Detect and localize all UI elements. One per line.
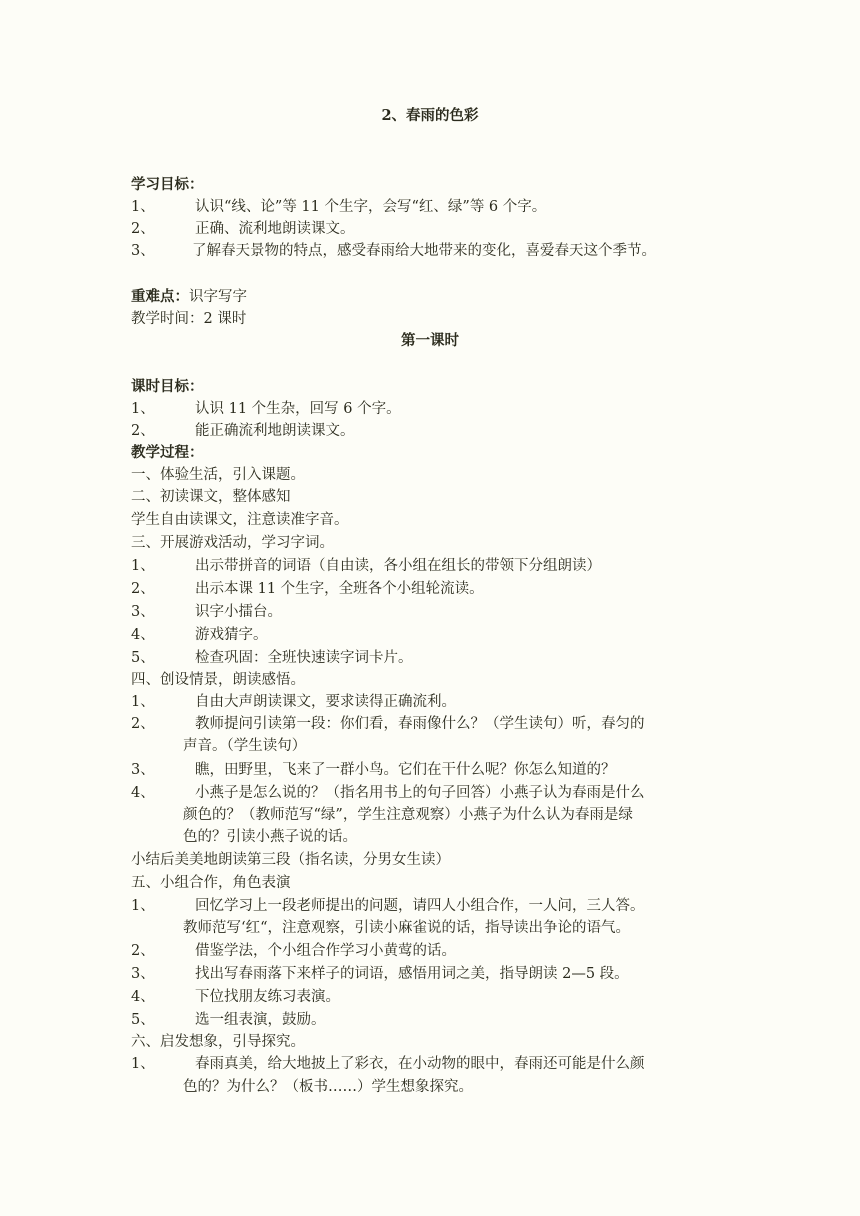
step-text: 找出写春雨落下来样子的词语，感悟用词之美，指导朗读 2—5 段。 [195, 966, 629, 982]
step-number: 3、 [131, 604, 155, 620]
step-item [131, 760, 616, 780]
step-number: 2、 [131, 581, 155, 597]
section-text: 学生自由读课文，注意读准字音。 [131, 512, 349, 528]
goal-text: 认识“线、论”等 11 个生字，会写“红、绿”等 6 个字。 [195, 199, 547, 215]
goal-item [131, 219, 355, 239]
step-text: 选一组表演，鼓励。 [195, 1012, 326, 1028]
process-heading: 教学过程： [131, 444, 204, 461]
step-number: 3、 [131, 762, 155, 778]
step-item [131, 602, 282, 622]
step-number: 1、 [131, 558, 155, 574]
section-heading: 四、创设情景，朗读感悟。 [131, 672, 305, 688]
step-item [131, 1010, 326, 1030]
step-text: 下位找朋友练习表演。 [195, 989, 340, 1005]
key-points-text: 识字写字 [189, 289, 247, 305]
step-number: 4、 [131, 627, 155, 643]
step-number: 1、 [131, 1056, 155, 1072]
step-text: 出示带拼音的词语（自由读，各小组在组长的带领下分组朗读） [195, 558, 601, 574]
goal-number: 2、 [131, 221, 155, 237]
goal-text: 正确、流利地朗读课文。 [195, 221, 355, 237]
lesson-goal-number: 1、 [131, 401, 155, 417]
lesson-goal-number: 2、 [131, 423, 155, 439]
lesson-goal-text: 认识 11 个生杂，回写 6 个字。 [195, 401, 401, 417]
step-item [131, 941, 456, 961]
step-text: 游戏猜字。 [195, 627, 268, 643]
goal-number: 1、 [131, 199, 155, 215]
document-title: 2、春雨的色彩 [381, 107, 479, 124]
step-text: 出示本课 11 个生字，全班各个小组轮流读。 [195, 581, 484, 597]
step-text: 春雨真美，给大地披上了彩衣，在小动物的眼中，春雨还可能是什么颜 [195, 1056, 645, 1072]
section-heading: 二、初读课文，整体感知 [131, 489, 291, 505]
step-number: 5、 [131, 650, 155, 666]
section-heading: 三、开展游戏活动，学习字词。 [131, 535, 334, 551]
step-item [131, 692, 456, 712]
key-points-label: 重难点： [131, 288, 189, 305]
step-item [131, 987, 340, 1007]
teaching-time: 教学时间：2 课时 [131, 311, 247, 327]
lesson-goals-heading: 课时目标： [131, 378, 204, 395]
step-text: 检查巩固：全班快速读字词卡片。 [195, 650, 413, 666]
step-item [131, 896, 645, 916]
step-number: 5、 [131, 1012, 155, 1028]
step-item [131, 964, 629, 984]
step-text: 回忆学习上一段老师提出的问题，请四人小组合作，一人问，三人答。 [195, 898, 645, 914]
goal-item [131, 197, 546, 217]
step-item [131, 625, 268, 645]
lesson-goal-text: 能正确流利地朗读课文。 [195, 423, 355, 439]
section-summary: 小结后美美地朗读第三段（指名读，分男女生读） [131, 852, 450, 868]
step-text: 自由大声朗读课文，要求读得正确流利。 [195, 694, 456, 710]
step-number: 2、 [131, 716, 155, 732]
step-text: 小燕子是怎么说的？（指名用书上的句子回答）小燕子认为春雨是什么 [195, 785, 645, 801]
key-points [131, 287, 247, 307]
step-number: 3、 [131, 966, 155, 982]
step-text: 教师提问引读第一段：你们看，春雨像什么？（学生读句）听，春匀的 [195, 716, 645, 732]
step-number: 2、 [131, 943, 155, 959]
step-text-continued: 教师范写‘红“，注意观察，引读小麻雀说的话，指导读出争论的语气。 [183, 920, 631, 936]
step-item [131, 556, 601, 576]
step-item [131, 714, 645, 734]
lesson-goal-item [131, 399, 401, 419]
step-number: 1、 [131, 898, 155, 914]
step-item [131, 648, 413, 668]
section-heading: 一、体验生活，引入课题。 [131, 467, 305, 483]
step-item [131, 579, 484, 599]
step-item [131, 783, 645, 803]
step-text: 借鉴学法，个小组合作学习小黄莺的话。 [195, 943, 456, 959]
goals-heading: 学习目标： [131, 176, 204, 193]
step-number: 4、 [131, 785, 155, 801]
step-number: 4、 [131, 989, 155, 1005]
lesson-title: 第一课时 [401, 332, 459, 349]
goal-item [131, 241, 656, 261]
step-text: 瞧，田野里，飞来了一群小鸟。它们在干什么呢？你怎么知道的？ [195, 762, 616, 778]
step-item [131, 1054, 645, 1074]
section-heading: 六、启发想象，引导探究。 [131, 1034, 305, 1050]
step-text-continued: 颜色的？（教师范写“绿”，学生注意观察）小燕子为什么认为春雨是绿 [183, 807, 633, 823]
goal-number: 3、 [131, 243, 155, 259]
goal-text: 了解春天景物的特点，感受春雨给大地带来的变化，喜爱春天这个季节。 [192, 243, 656, 259]
step-text: 识字小擂台。 [195, 604, 282, 620]
lesson-goal-item [131, 421, 355, 441]
step-text-continued: 色的？引读小燕子说的话。 [183, 829, 357, 845]
step-text-continued: 声音。（学生读句） [183, 738, 307, 754]
step-number: 1、 [131, 694, 155, 710]
step-text-continued: 色的？为什么？（板书……）学生想象探究。 [183, 1079, 473, 1095]
section-heading: 五、小组合作，角色表演 [131, 875, 291, 891]
